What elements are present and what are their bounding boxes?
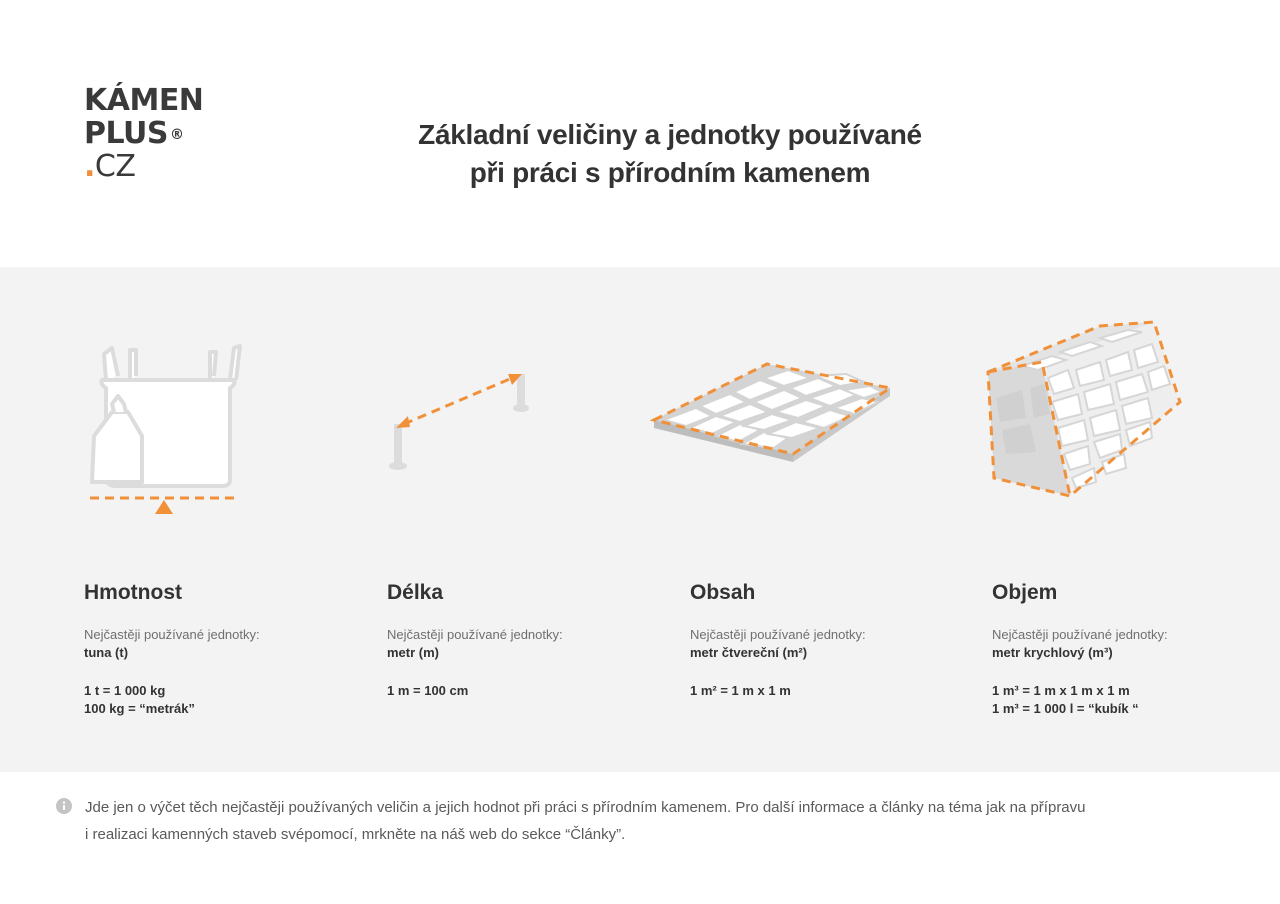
section-heading: Hmotnost: [84, 581, 182, 604]
length-measure-icon: [384, 370, 534, 480]
page-title: [340, 116, 1000, 192]
section-unit: metr čtvereční (m²): [690, 645, 808, 660]
section-heading: Obsah: [690, 581, 756, 604]
stone-block-volume-icon: [982, 318, 1187, 503]
page-title-line-2: při práci s přírodním kamenem: [469, 157, 871, 188]
logo-dot: .: [84, 149, 95, 184]
section-heading: Objem: [992, 581, 1058, 604]
section-area: [690, 580, 970, 700]
section-subtitle: Nejčastěji používané jednotky:: [84, 627, 260, 642]
stone-slab-area-icon: [650, 358, 895, 468]
section-heading: Délka: [387, 581, 444, 604]
footer-note-line-1: Jde jen o výčet těch nejčastěji používaných veličin a jejich hodnot při práci s přírodním kamenem. Pro další informace a články na téma jak na přípravu: [85, 799, 1086, 816]
formula-line: 1 m³ = 1 m x 1 m x 1 m: [992, 683, 1130, 698]
formula-line: 1 m³ = 1 000 l = “kubík “: [992, 701, 1139, 716]
section-subtitle: Nejčastěji používané jednotky:: [992, 627, 1168, 642]
footer-note: [85, 794, 1205, 848]
logo-plus: PLUS: [84, 116, 169, 151]
section-length: [387, 580, 667, 700]
info-icon: [56, 798, 72, 814]
page-title-line-1: Základní veličiny a jednotky používané: [418, 119, 922, 150]
section-unit: tuna (t): [84, 645, 129, 660]
logo-line-1: KÁMEN: [84, 83, 204, 118]
section-subtitle: Nejčastěji používané jednotky:: [690, 627, 866, 642]
formula-line: 100 kg = “metrák”: [84, 701, 195, 716]
footer-note-line-2: i realizaci kamenných staveb svépomocí, mrkněte na náš web do sekce “Články”.: [85, 826, 626, 843]
section-unit: metr krychlový (m³): [992, 645, 1113, 660]
formula-line: 1 t = 1 000 kg: [84, 683, 166, 698]
kamenplus-logo[interactable]: [84, 84, 203, 183]
logo-registered-mark: ®: [170, 127, 184, 143]
logo-line-3: [84, 150, 203, 183]
logo-cz: CZ: [94, 149, 136, 184]
formula-line: 1 m² = 1 m x 1 m: [690, 683, 791, 698]
logo-line-2: [84, 117, 203, 150]
formula-line: 1 m = 100 cm: [387, 683, 469, 698]
section-subtitle: Nejčastěji používané jednotky:: [387, 627, 563, 642]
section-mass: [84, 580, 364, 718]
bulk-bag-scale-icon: [84, 340, 244, 520]
section-unit: metr (m): [387, 645, 440, 660]
section-volume: [992, 580, 1272, 718]
